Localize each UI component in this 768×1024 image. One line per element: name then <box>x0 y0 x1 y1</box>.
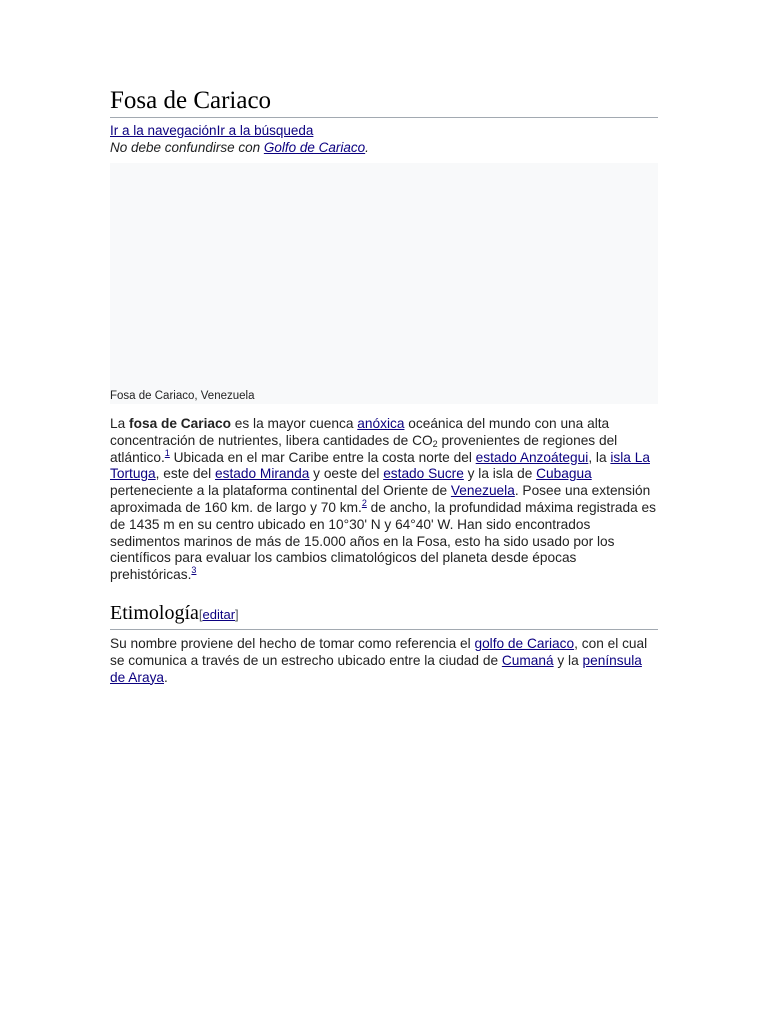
intro-text: y oeste del <box>309 466 384 482</box>
page-title: Fosa de Cariaco <box>110 86 658 118</box>
golfo-de-cariaco-hatnote-link[interactable]: Golfo de Cariaco <box>263 140 366 155</box>
hatnote-prefix: No debe confundirse con <box>110 140 264 155</box>
intro-text: es la mayor cuenca <box>230 416 358 431</box>
section-heading-etimologia <box>110 600 658 630</box>
intro-text: oceánica del mundo con una alta concentración de nutrientes, libera cantidades de CO <box>110 416 610 448</box>
reference-2-link[interactable]: 2 <box>361 497 367 508</box>
jump-to-navigation-link[interactable]: Ir a la navegación <box>110 123 217 138</box>
co2-subscript: 2 <box>432 438 438 449</box>
anoxica-link[interactable]: anóxica <box>357 416 405 431</box>
hatnote-suffix: . <box>365 140 369 155</box>
etimologia-paragraph <box>110 636 658 686</box>
intro-text: de ancho, la profundidad máxima registrada es de 1435 m en su centro ubicado en 10°30' N y 64°40' W. Han sido encontrados sedimentos marinos de más de 15.000 años en la Fosa, esto ha sido usado por los científicos para evaluar los cambios climatológicos del planeta desde épocas prehistóricas. <box>110 499 656 583</box>
reference-1-link[interactable]: 1 <box>164 447 170 458</box>
cubagua-link[interactable]: Cubagua <box>536 466 592 482</box>
intro-text: Ubicada en el mar Caribe entre la costa norte del <box>169 449 476 465</box>
intro-text: provenientes de regiones del atlántico. <box>110 432 618 465</box>
hatnote <box>110 139 658 156</box>
etimologia-text: y la <box>553 652 583 668</box>
intro-text: . Posee una extensión aproximada de 160 km. de largo y 70 km. <box>110 483 651 515</box>
estado-sucre-link[interactable]: estado Sucre <box>383 466 464 482</box>
etimologia-text: . <box>164 669 168 685</box>
intro-text: La <box>110 416 130 431</box>
edit-bracket-close: ] <box>235 606 239 622</box>
intro-text: y la isla de <box>463 466 537 482</box>
golfo-de-cariaco-link[interactable]: golfo de Cariaco <box>474 635 575 651</box>
etimologia-text: Su nombre proviene del hecho de tomar como referencia el <box>110 635 475 651</box>
edit-bracket-open: [ <box>198 606 203 622</box>
section-heading-text: Etimología <box>110 601 199 624</box>
intro-text: perteneciente a la plataforma continental del Oriente de <box>110 483 451 499</box>
reference-3-link[interactable]: 3 <box>191 565 197 576</box>
intro-bold-term: fosa de Cariaco <box>129 416 231 431</box>
isla-la-tortuga-link[interactable]: isla La Tortuga <box>110 449 650 482</box>
etimologia-text: , con el cual se comunica a través de un estrecho ubicado entre la ciudad de <box>110 635 648 668</box>
article <box>110 86 658 686</box>
peninsula-de-araya-link[interactable]: península de Araya <box>110 652 642 685</box>
jump-links <box>110 122 658 139</box>
edit-section-link[interactable]: editar <box>202 606 236 622</box>
estado-miranda-link[interactable]: estado Miranda <box>215 466 310 482</box>
intro-text: , la <box>588 449 611 465</box>
intro-paragraph <box>110 416 658 584</box>
venezuela-link[interactable]: Venezuela <box>450 483 515 499</box>
estado-anzoategui-link[interactable]: estado Anzoátegui <box>475 449 589 465</box>
figure-caption: Fosa de Cariaco, Venezuela <box>110 390 255 402</box>
edit-section-wrapper <box>199 607 239 622</box>
cumana-link[interactable]: Cumaná <box>501 652 554 668</box>
jump-to-search-link[interactable]: Ir a la búsqueda <box>216 123 314 138</box>
intro-text: , este del <box>155 466 216 482</box>
map-figure <box>110 163 658 404</box>
